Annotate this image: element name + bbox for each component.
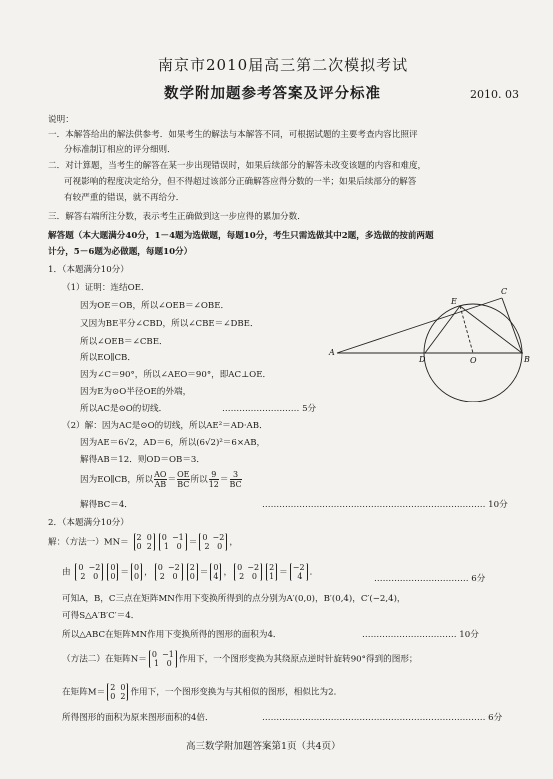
fraction: $\frac{9}{12}$: [208, 470, 219, 489]
section-intro: 解答题（本大题满分40分，1－4题为选做题，每题10分，考生只需选做其中2题，多选做的按前两题: [48, 231, 434, 241]
q1-heading: 1．（本题满分10分）: [48, 265, 129, 275]
score-marker: …………………………………………………………………… 6分: [262, 713, 503, 723]
exam-title: 南京市2010届高三第二次模拟考试: [158, 56, 409, 74]
label-e: E: [451, 297, 457, 306]
score-marker: …………………………… 10分: [362, 630, 479, 640]
q2-heading: 2．（本题满分10分）: [48, 518, 129, 528]
label-a: A: [329, 348, 335, 357]
note-2: 二．对计算题，当考生的解答在某一步出现错误时，如果后续部分的解答未改变该题的内容和难度，: [48, 161, 427, 171]
score-marker: …………………………………………………………………… 10分: [262, 500, 508, 510]
notes-heading: 说明：: [48, 115, 74, 125]
note-2-cont: 可视影响的程度决定给分，但不得超过该部分正确解答应得分数的一半；如果后续部分的解答: [64, 177, 417, 187]
label-d: D: [419, 355, 426, 364]
fraction: $\frac{OE}{BC}$: [177, 470, 190, 489]
fraction: $\frac{AO}{AB}$: [154, 470, 167, 489]
q1-part2-label: （2）解：因为AC是⊙O的切线，所以AE²＝AD·AB．: [62, 421, 268, 431]
q1-line: 又因为BE平分∠CBD，所以∠CBE＝∠DBE．: [80, 319, 259, 329]
q1-line: 解得AB＝12．则OD＝OB＝3．: [80, 455, 205, 465]
q2-line: 可得S△A′B′C′＝4．: [62, 611, 140, 621]
q2-method1-line: 解：（方法一）MN＝ 2 0 0 20 −1 1 0 ＝ 0 −2 2 0 ，: [48, 533, 238, 551]
q1-line: 所以∠OEB＝∠CBE．: [80, 337, 168, 347]
segment-oe: [460, 306, 473, 353]
q2-matrix-m-line: 在矩阵M＝ 2 0 0 2 作用下，一个图形变换为与其相似的图形，相似比为2．: [62, 683, 343, 701]
section-intro-cont: 计分，5－6题为必做题，每题10分）: [48, 247, 193, 257]
q1-line: 因为∠C＝90°，所以∠AEO＝90°，即AC⊥OE．: [80, 370, 272, 380]
q2-line: 可知A，B，C三点在矩阵MN作用下变换所得到的点分别为A′(0,0)，B′(0,4)，C′(−2,4)，: [62, 594, 406, 604]
label-c: C: [501, 287, 508, 296]
tangent-ac: [337, 298, 502, 353]
q2-method2-line: （方法二）在矩阵N＝ 0 −1 1 0 作用下，一个图形变换为其绕原点逆时针旋转90°得到的图形；: [62, 650, 418, 668]
q1-line: 解得BC＝4．: [80, 500, 133, 510]
q2-line: 所得图形的面积为原来图形面积的4倍．: [62, 713, 214, 723]
q1-line: 因为OE＝OB，所以∠OEB＝∠OBE．: [80, 301, 230, 311]
score-marker: ……………………… 5分: [222, 404, 317, 414]
q1-line: 因为AE＝6√2，AD＝6，所以(6√2)²＝6×AB，: [80, 438, 266, 448]
label-o: O: [470, 356, 477, 365]
q1-line: 所以EO∥CB．: [80, 353, 136, 363]
document-subtitle: 数学附加题参考答案及评分标准: [164, 85, 381, 102]
segment-cb: [502, 298, 522, 353]
q1-line: 因为E为⊙O半径OE的外端，: [80, 387, 192, 397]
q1-fraction-line: 因为EO∥CB，所以 $\frac{AO}{AB}$ ＝ $\frac{OE}{BC}$ 所以 $\frac{9}{12}$ ＝ $\frac{3}{BC}$: [80, 470, 242, 489]
geometry-figure: [325, 282, 535, 402]
note-2-end: 有较严重的错误，就不再给分．: [64, 193, 185, 203]
page-footer: 高三数学附加题答案第1页（共4页）: [186, 741, 341, 752]
note-3: 三．解答右端所注分数，表示考生正确做到这一步应得的累加分数．: [48, 212, 306, 222]
q2-line: 所以△ABC在矩阵MN作用下变换所得的图形的面积为4．: [62, 630, 282, 640]
label-b: B: [524, 355, 530, 364]
document-date: 2010. 03: [470, 88, 519, 101]
segment-eb: [460, 306, 522, 353]
q2-transform-line: 由 0 −2 2 00 0 ＝ 0 0 ， 0 −2 2 02 0 ＝ 0 4 ， 0 −2 2 02 1 ＝ −2 4 ．: [62, 563, 319, 581]
q1-part1-label: （1）证明：连结OE．: [62, 283, 150, 293]
score-marker: …………………………… 6分: [374, 574, 486, 584]
q1-line: 所以AC是⊙O的切线．: [80, 404, 168, 414]
note-1: 一．本解答给出的解法供参考．如果考生的解法与本解答不同，可根据试题的主要考查内容比照评: [48, 130, 418, 140]
fraction: $\frac{3}{BC}$: [229, 470, 242, 489]
note-1-cont: 分标准制订相应的评分细则．: [64, 145, 176, 155]
